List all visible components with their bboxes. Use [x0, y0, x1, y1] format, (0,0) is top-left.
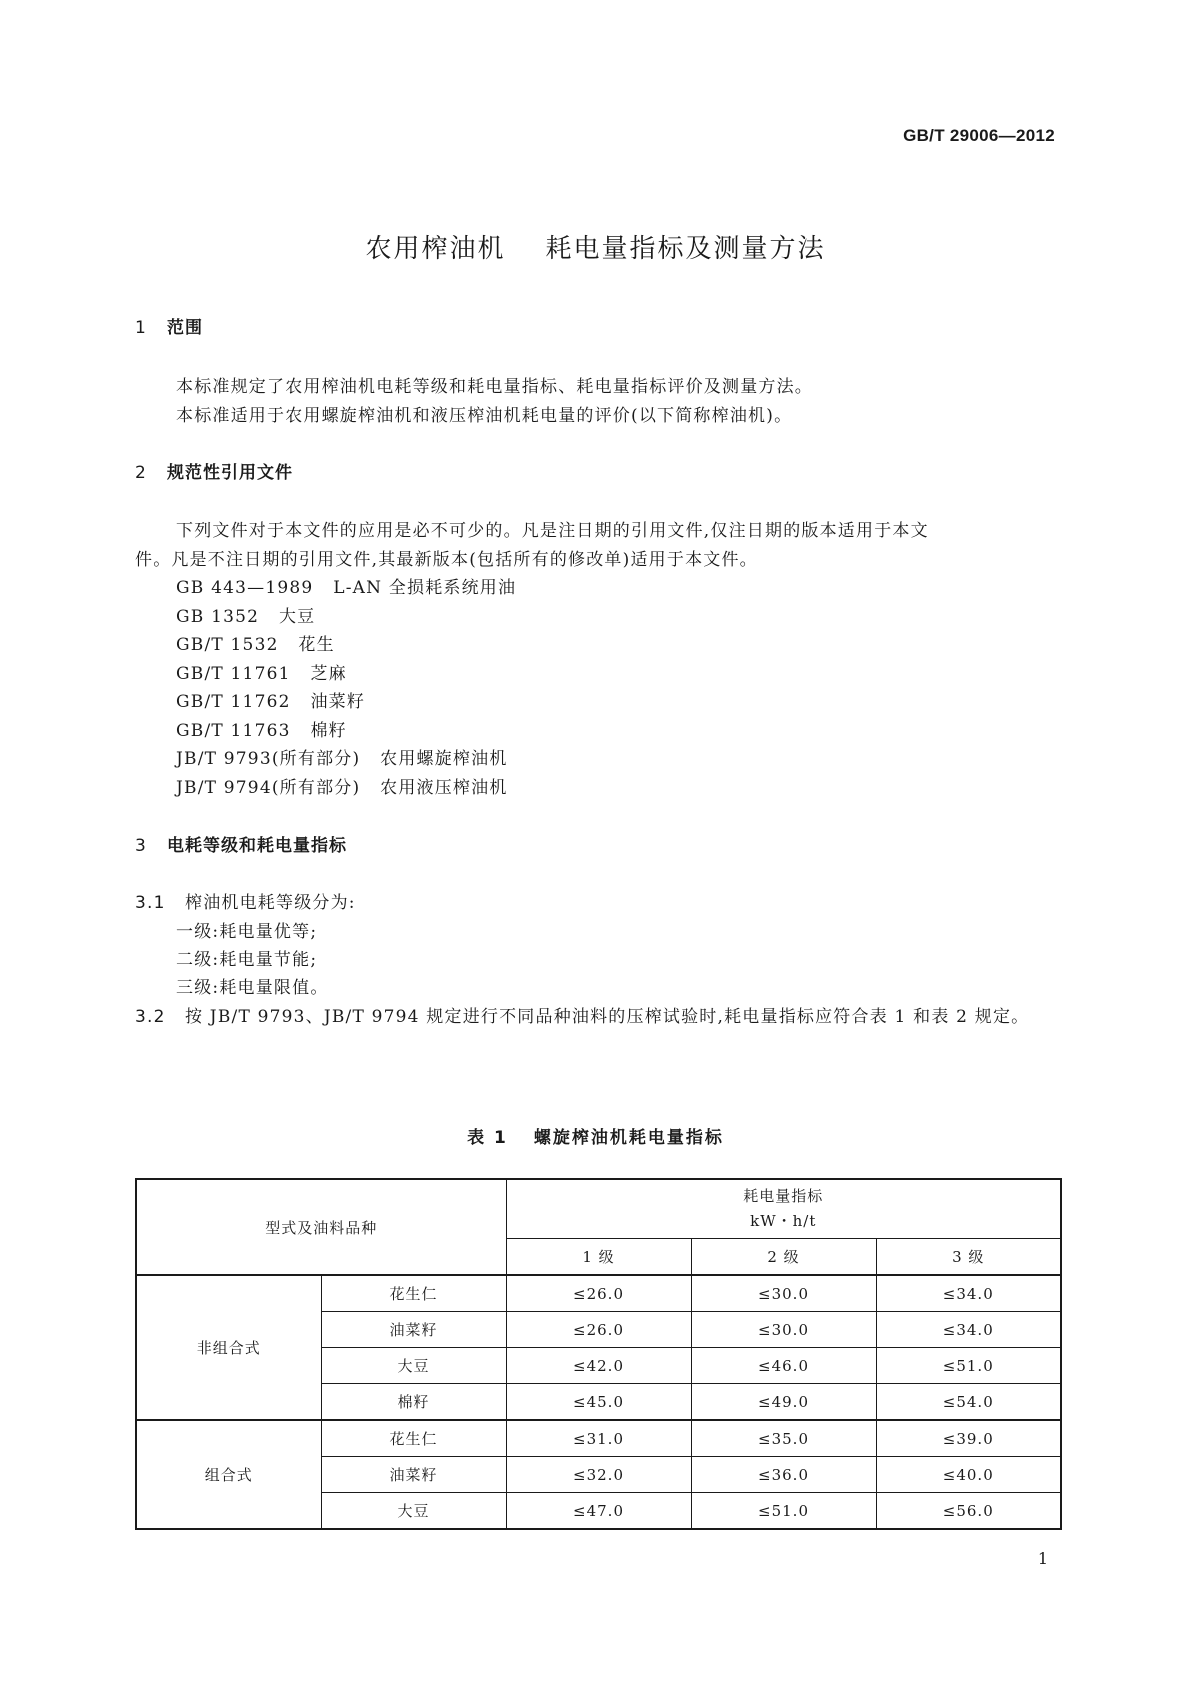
type-cell: 非组合式 — [136, 1275, 321, 1420]
reference-title: 芝麻 — [310, 664, 347, 684]
material-cell: 大豆 — [321, 1348, 506, 1384]
reference-code: GB/T 11762 — [176, 692, 291, 712]
paragraph: 本标准规定了农用榨油机电耗等级和耗电量指标、耗电量指标评价及测量方法。 — [176, 377, 813, 397]
value-cell: ≤47.0 — [506, 1493, 691, 1530]
reference-item — [176, 573, 516, 598]
document-title — [0, 228, 1191, 265]
paragraph: 本标准适用于农用螺旋榨油机和液压榨油机耗电量的评价(以下简称榨油机)。 — [176, 406, 793, 426]
value-cell: ≤51.0 — [876, 1348, 1061, 1384]
material-cell: 花生仁 — [321, 1420, 506, 1457]
value-cell: ≤26.0 — [506, 1275, 691, 1312]
value-cell: ≤26.0 — [506, 1312, 691, 1348]
value-cell: ≤30.0 — [691, 1275, 876, 1312]
section-title: 电耗等级和耗电量指标 — [167, 836, 347, 856]
reference-item — [176, 687, 365, 712]
material-cell: 大豆 — [321, 1493, 506, 1530]
clause-3-2 — [135, 1002, 1029, 1027]
section-title: 规范性引用文件 — [167, 463, 293, 483]
table-caption-title: 螺旋榨油机耗电量指标 — [533, 1128, 724, 1148]
type-cell: 组合式 — [136, 1420, 321, 1529]
reference-code: GB 1352 — [176, 607, 260, 627]
clause-number: 3.1 — [135, 893, 166, 913]
section-title: 范围 — [167, 318, 203, 338]
reference-code: GB/T 1532 — [176, 635, 279, 655]
value-cell: ≤49.0 — [691, 1384, 876, 1421]
reference-item — [176, 716, 347, 741]
paragraph: 件。凡是不注日期的引用文件,其最新版本(包括所有的修改单)适用于本文件。 — [135, 550, 758, 570]
reference-title: 大豆 — [278, 607, 316, 627]
header-index: 耗电量指标 — [743, 1187, 824, 1205]
reference-title: L-AN 全损耗系统用油 — [333, 578, 517, 598]
value-cell: ≤56.0 — [876, 1493, 1061, 1530]
grade-header: 1 级 — [506, 1239, 691, 1276]
standard-number: GB/T 29006—2012 — [903, 126, 1055, 145]
table-row — [136, 1420, 1061, 1457]
value-cell: ≤54.0 — [876, 1384, 1061, 1421]
header-type-cell — [136, 1179, 506, 1275]
page-number: 1 — [1037, 1549, 1048, 1568]
list-item: 一级:耗电量优等; — [176, 922, 318, 942]
reference-title: 棉籽 — [310, 721, 347, 741]
document-title-part2: 耗电量指标及测量方法 — [545, 234, 826, 264]
table-caption — [0, 1123, 1191, 1148]
paragraph: 下列文件对于本文件的应用是必不可少的。凡是注日期的引用文件,仅注日期的版本适用于本文 — [176, 521, 929, 541]
table-caption-number: 表 1 — [467, 1128, 508, 1148]
reference-code: JB/T 9794(所有部分) — [176, 778, 361, 798]
reference-code: GB/T 11763 — [176, 721, 291, 741]
reference-title: 油菜籽 — [310, 692, 366, 712]
value-cell: ≤34.0 — [876, 1312, 1061, 1348]
list-item: 二级:耗电量节能; — [176, 950, 318, 970]
document-title-part1: 农用榨油机 — [365, 234, 506, 264]
clause-text: 按 JB/T 9793、JB/T 9794 规定进行不同品种油料的压榨试验时,耗电量指标应符合表 1 和表 2 规定。 — [185, 1007, 1030, 1027]
reference-code: GB 443—1989 — [176, 578, 314, 598]
reference-item — [176, 630, 335, 655]
material-cell: 棉籽 — [321, 1384, 506, 1421]
value-cell: ≤32.0 — [506, 1457, 691, 1493]
list-item: 三级:耗电量限值。 — [176, 978, 329, 998]
header-index-cell — [506, 1179, 1061, 1239]
reference-code: JB/T 9793(所有部分) — [176, 749, 361, 769]
grade-header: 3 级 — [876, 1239, 1061, 1276]
reference-title: 农用液压榨油机 — [380, 778, 508, 798]
value-cell: ≤34.0 — [876, 1275, 1061, 1312]
reference-item — [176, 602, 315, 627]
section-1-heading — [135, 313, 203, 338]
reference-title: 农用螺旋榨油机 — [380, 749, 508, 769]
clause-number: 3.2 — [135, 1007, 166, 1027]
section-number: 2 — [135, 463, 147, 483]
value-cell: ≤45.0 — [506, 1384, 691, 1421]
section-2-heading — [135, 458, 293, 483]
section-number: 3 — [135, 836, 147, 856]
reference-title: 花生 — [298, 635, 335, 655]
value-cell: ≤39.0 — [876, 1420, 1061, 1457]
section-3-heading — [135, 831, 347, 856]
value-cell: ≤42.0 — [506, 1348, 691, 1384]
grade-header: 2 级 — [691, 1239, 876, 1276]
value-cell: ≤36.0 — [691, 1457, 876, 1493]
value-cell: ≤35.0 — [691, 1420, 876, 1457]
header-type: 型式及油料品种 — [265, 1218, 378, 1237]
reference-item — [176, 744, 508, 769]
reference-item — [176, 659, 347, 684]
reference-item — [176, 773, 508, 798]
material-cell: 油菜籽 — [321, 1457, 506, 1493]
value-cell: ≤30.0 — [691, 1312, 876, 1348]
table-row — [136, 1275, 1061, 1312]
header-unit: kW・h/t — [750, 1212, 817, 1230]
reference-code: GB/T 11761 — [176, 664, 291, 684]
clause-3-1 — [135, 888, 356, 913]
value-cell: ≤31.0 — [506, 1420, 691, 1457]
power-consumption-table — [135, 1178, 1062, 1530]
clause-text: 榨油机电耗等级分为: — [185, 893, 356, 913]
value-cell: ≤40.0 — [876, 1457, 1061, 1493]
material-cell: 花生仁 — [321, 1275, 506, 1312]
section-number: 1 — [135, 318, 147, 338]
value-cell: ≤51.0 — [691, 1493, 876, 1530]
value-cell: ≤46.0 — [691, 1348, 876, 1384]
material-cell: 油菜籽 — [321, 1312, 506, 1348]
